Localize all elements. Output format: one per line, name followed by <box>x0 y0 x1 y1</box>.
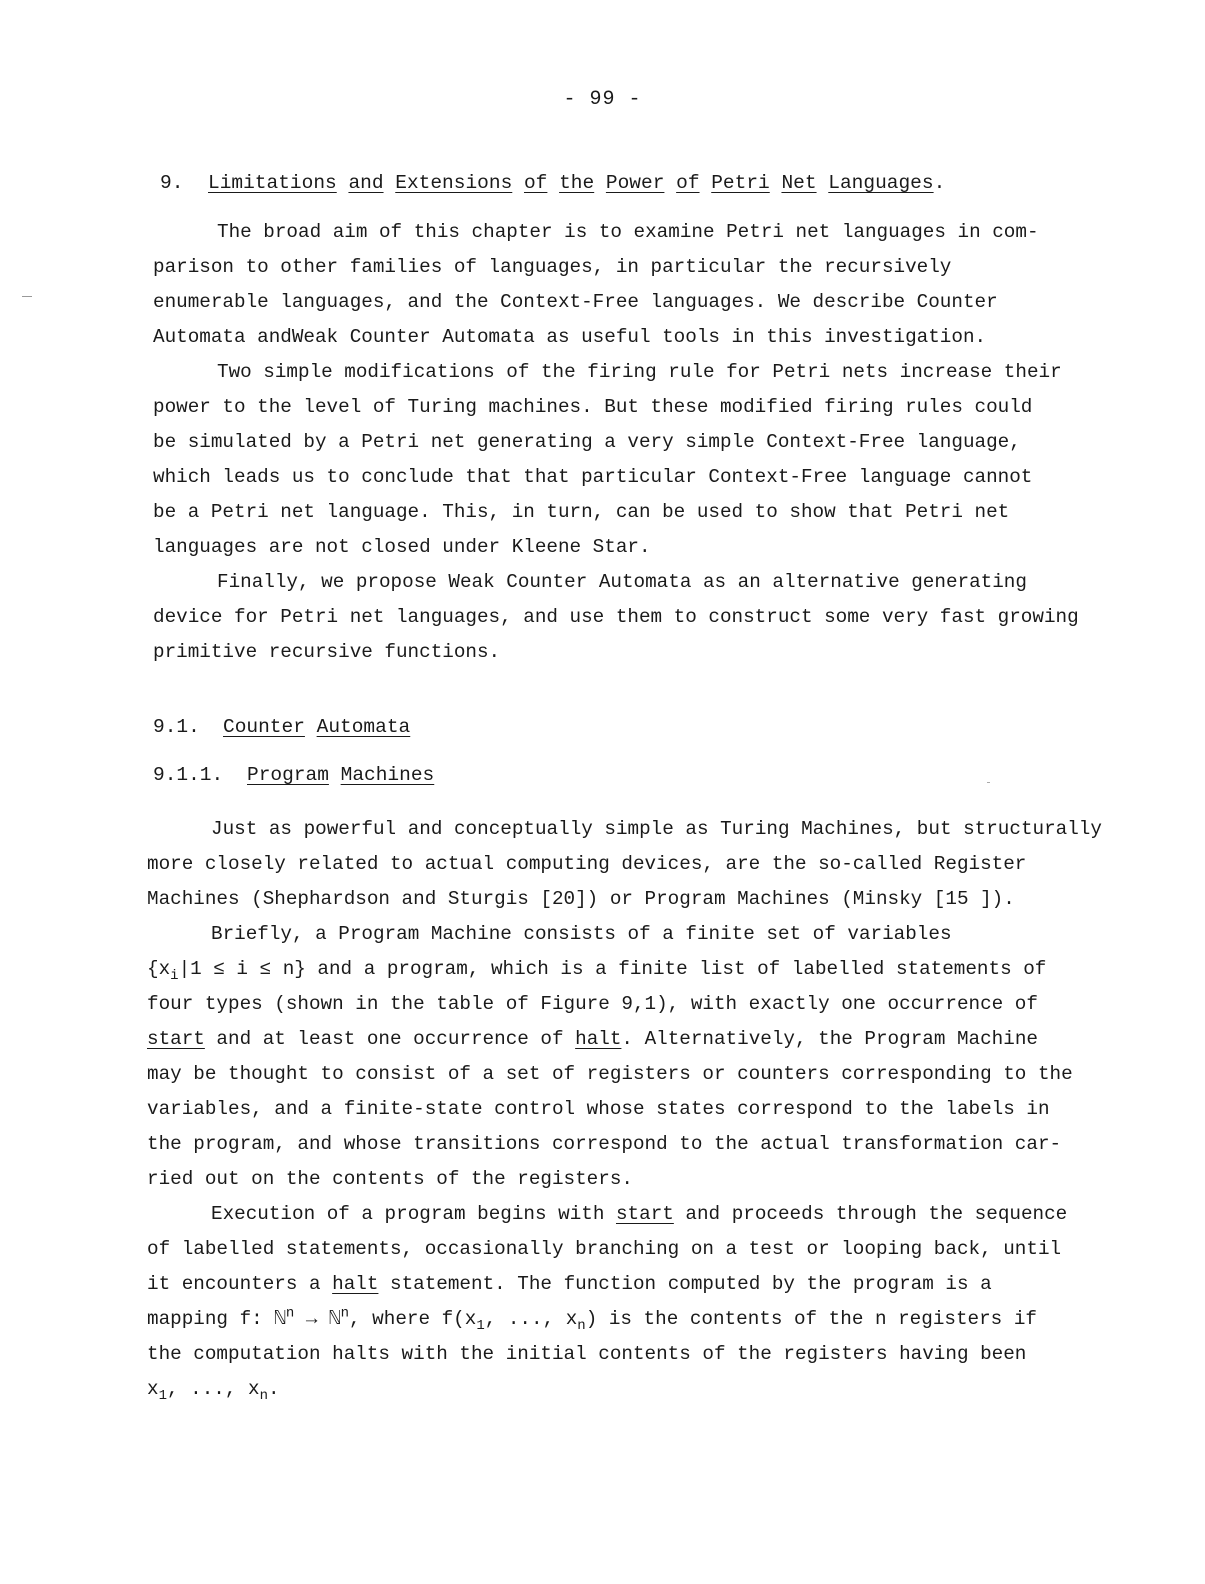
chapter-title-word: Net <box>781 172 817 194</box>
superscript: n <box>340 1305 350 1322</box>
paragraph-line <box>147 1302 1137 1337</box>
text-run: → ℕ <box>294 1308 341 1330</box>
section-title-word: Counter <box>223 716 305 738</box>
chapter-number: 9. <box>160 172 184 194</box>
subscript: 1 <box>158 1387 167 1404</box>
paragraph-line: The broad aim of this chapter is to examine Petri net languages in com- <box>217 221 1039 243</box>
paragraph-line: the program, and whose transitions correspond to the actual transformation car- <box>147 1133 1062 1155</box>
keyword-start: start <box>147 1028 205 1050</box>
chapter-title-word: Languages <box>828 172 934 194</box>
text-run: it encounters a <box>147 1273 333 1295</box>
chapter-title-word: the <box>559 172 595 194</box>
paragraph-line: Briefly, a Program Machine consists of a finite set of variables <box>211 923 952 945</box>
paragraph-line: the computation halts with the initial contents of the registers having been <box>147 1343 1027 1365</box>
paragraph-line: Automata andWeak Counter Automata as useful tools in this investigation. <box>153 326 987 348</box>
text-run: |1 ≤ i ≤ n} and a program, which is a finite list of labelled statements of <box>178 958 1047 980</box>
subscript: 1 <box>476 1317 485 1334</box>
subsection-heading <box>153 764 434 786</box>
text-run: x <box>147 1378 159 1400</box>
paragraph-line: device for Petri net languages, and use them to construct some very fast growing <box>153 606 1079 628</box>
paragraph-line <box>147 1022 1137 1057</box>
chapter-title-word: Limitations <box>208 172 337 194</box>
paragraph-line: power to the level of Turing machines. But these modified firing rules could <box>153 396 1033 418</box>
subscript: i <box>170 967 179 984</box>
body-section <box>147 812 1137 1407</box>
paragraph-line: variables, and a finite-state control whose states correspond to the labels in <box>147 1098 1050 1120</box>
text-run: {x <box>147 958 171 980</box>
text-run: , ..., x <box>484 1308 578 1330</box>
keyword-start: start <box>615 1203 674 1225</box>
paragraph-line: ried out on the contents of the registers. <box>147 1168 633 1190</box>
chapter-title-end: . <box>933 172 946 194</box>
chapter-title-word: of <box>523 172 548 194</box>
text-run: Execution of a program begins with <box>211 1203 616 1225</box>
paragraph-line: which leads us to conclude that that particular Context-Free language cannot <box>153 466 1033 488</box>
paragraph-line: Finally, we propose Weak Counter Automata as an alternative generating <box>217 571 1027 593</box>
margin-mark <box>22 296 32 297</box>
text-run: statement. The function computed by the program is a <box>378 1273 992 1295</box>
paragraph-line <box>147 1372 1137 1407</box>
intro-section <box>153 215 1143 670</box>
text-run: , where f(x <box>349 1308 477 1330</box>
chapter-title-word: Power <box>605 172 665 194</box>
page-number: - 99 - <box>563 88 642 111</box>
paragraph-line: be simulated by a Petri net generating a very simple Context-Free language, <box>153 431 1021 453</box>
section-heading <box>153 716 410 738</box>
paragraph-line: of labelled statements, occasionally branching on a test or looping back, until <box>147 1238 1062 1260</box>
text-run: and proceeds through the sequence <box>673 1203 1068 1225</box>
text-run: and at least one occurrence of <box>204 1028 576 1050</box>
paragraph-line: languages are not closed under Kleene Star. <box>153 536 651 558</box>
chapter-title-word: and <box>348 172 384 194</box>
subsection-title-word: Program <box>247 764 329 786</box>
text-run: . <box>267 1378 280 1400</box>
subscript: n <box>577 1317 586 1334</box>
chapter-title-word: of <box>676 172 700 194</box>
paragraph-line: more closely related to actual computing devices, are the so-called Register <box>147 853 1027 875</box>
paragraph-line: Just as powerful and conceptually simple as Turing Machines, but structurally <box>211 818 1102 840</box>
chapter-title-word: Extensions <box>395 172 513 194</box>
paragraph-line: enumerable languages, and the Context-Free languages. We describe Counter <box>153 291 998 313</box>
paragraph-line: may be thought to consist of a set of registers or counters corresponding to the <box>147 1063 1073 1085</box>
keyword-halt: halt <box>332 1273 379 1295</box>
scan-speck <box>987 782 990 783</box>
paragraph-line <box>147 952 1137 987</box>
paragraph-line: parison to other families of languages, in particular the recursively <box>153 256 952 278</box>
chapter-title-word: Petri <box>711 172 770 194</box>
paragraph-line: be a Petri net language. This, in turn, can be used to show that Petri net <box>153 501 1010 523</box>
section-number: 9.1. <box>153 716 200 738</box>
text-run: . Alternatively, the Program Machine <box>621 1028 1038 1050</box>
paragraph-line: primitive recursive functions. <box>153 641 501 663</box>
text-run: mapping f: ℕ <box>147 1308 286 1330</box>
paragraph-line: four types (shown in the table of Figure 9,1), with exactly one occurrence of <box>147 993 1038 1015</box>
paragraph-line <box>147 1197 1137 1232</box>
paragraph-line: Machines (Shephardson and Sturgis [20]) or Program Machines (Minsky [15 ]). <box>147 888 1015 910</box>
subsection-title-word: Machines <box>340 764 435 786</box>
paragraph-line: Two simple modifications of the firing rule for Petri nets increase their <box>217 361 1062 383</box>
text-run: ) is the contents of the n registers if <box>585 1308 1037 1330</box>
text-run: , ..., x <box>166 1378 260 1400</box>
subsection-number: 9.1.1. <box>153 764 224 786</box>
keyword-halt: halt <box>575 1028 622 1050</box>
subscript: n <box>259 1387 268 1404</box>
section-title-word: Automata <box>316 716 411 738</box>
paragraph-line <box>147 1267 1137 1302</box>
chapter-heading <box>160 172 945 194</box>
superscript: n <box>285 1305 295 1322</box>
